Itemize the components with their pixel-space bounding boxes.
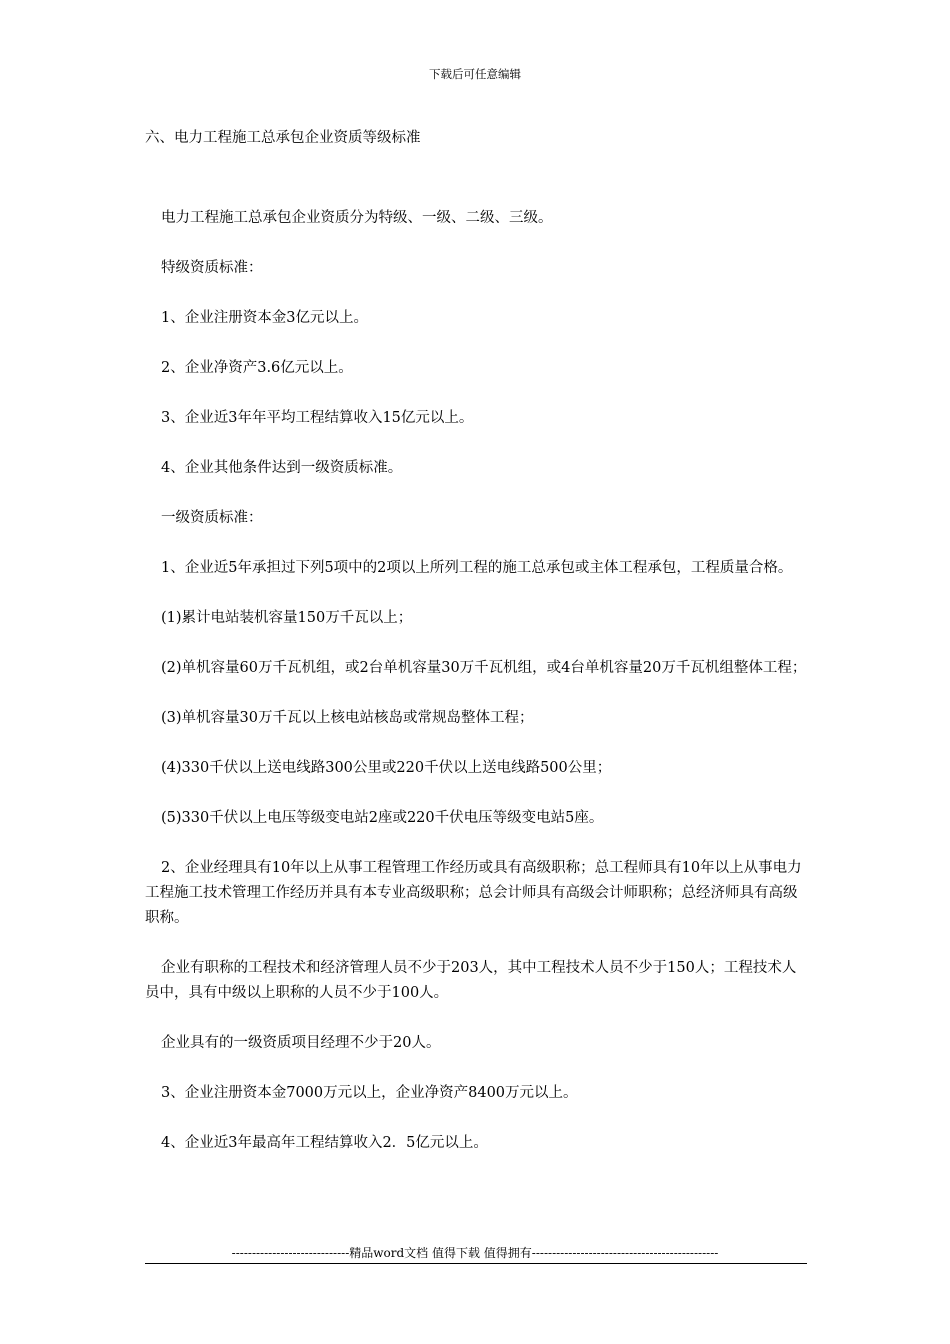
paragraph: 1、企业近5年承担过下列5项中的2项以上所列工程的施工总承包或主体工程承包，工程质量合格。 [161,560,793,576]
paragraph: (2)单机容量60万千瓦机组，或2台单机容量30万千瓦机组，或4台单机容量20万千瓦机组整体工程； [161,660,807,676]
paragraph: 电力工程施工总承包企业资质分为特级、一级、二级、三级。 [161,210,553,226]
document-body [145,126,807,1156]
page-header: 下载后可任意编辑 [429,67,521,81]
paragraph: 4、企业近3年最高年工程结算收入2．5亿元以上。 [161,1135,488,1151]
page-footer: -----------------------------精品word文档 值得下载 值得拥有---------------------------------------------- [231,1246,719,1260]
section-title: 六、电力工程施工总承包企业资质等级标准 [145,130,421,146]
paragraph: (5)330千伏以上电压等级变电站2座或220千伏电压等级变电站5座。 [161,810,604,826]
paragraph: (1)累计电站装机容量150万千瓦以上； [161,610,413,626]
paragraph: 企业有职称的工程技术和经济管理人员不少于203人，其中工程技术人员不少于150人；工程技术人员中，具有中级以上职称的人员不少于100人。 [145,960,797,1001]
paragraph: 2、企业净资产3.6亿元以上。 [161,360,353,376]
paragraph: (3)单机容量30万千瓦以上核电站核岛或常规岛整体工程； [161,710,534,726]
paragraph: 4、企业其他条件达到一级资质标准。 [161,460,403,476]
paragraph: (4)330千伏以上送电线路300公里或220千伏以上送电线路500公里； [161,760,612,776]
paragraph: 1、企业注册资本金3亿元以上。 [161,310,368,326]
paragraph: 一级资质标准： [161,510,263,526]
paragraph: 2、企业经理具有10年以上从事工程管理工作经历或具有高级职称；总工程师具有10年以上从事电力工程施工技术管理工作经历并具有本专业高级职称；总会计师具有高级会计师职称；总经济师具有高级职称。 [145,860,802,926]
paragraph: 3、企业注册资本金7000万元以上，企业净资产8400万元以上。 [161,1085,578,1101]
footer-divider [145,1263,807,1264]
paragraph: 企业具有的一级资质项目经理不少于20人。 [161,1035,441,1051]
paragraph: 特级资质标准： [161,260,263,276]
paragraph: 3、企业近3年年平均工程结算收入15亿元以上。 [161,410,474,426]
